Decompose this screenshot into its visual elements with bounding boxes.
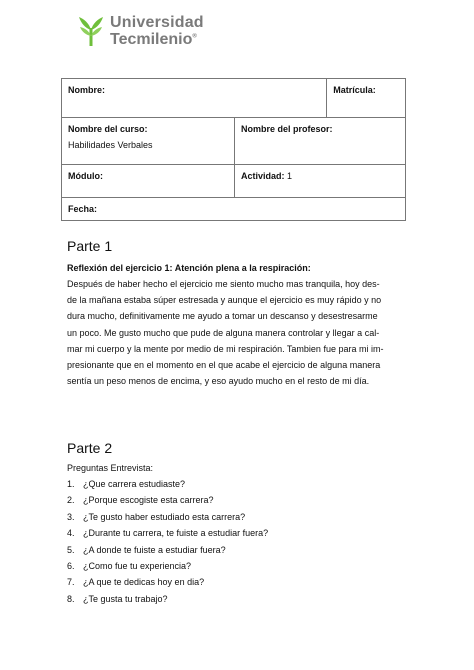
nombre-cell [62, 79, 327, 118]
logo-line1: Universidad [110, 13, 204, 31]
modulo-cell [62, 165, 235, 198]
list-item: 8. ¿Te gusta tu trabajo? [67, 593, 168, 604]
leaf-icon [78, 16, 104, 46]
profesor-label: Nombre del profesor: [241, 124, 333, 134]
university-logo [78, 14, 204, 48]
student-info-table [61, 78, 406, 221]
logo-line2: Tecmilenio [110, 30, 193, 48]
questions-list [67, 476, 407, 607]
list-item: 3. ¿Te gusto haber estudiado esta carrera? [67, 511, 246, 522]
matricula-label: Matrícula: [333, 85, 376, 95]
curso-cell [62, 118, 235, 165]
nombre-label: Nombre: [68, 85, 106, 95]
list-item: 5. ¿A donde te fuiste a estudiar fuera? [67, 544, 226, 555]
parte1-heading: Parte 1 [67, 238, 113, 254]
curso-value: Habilidades Verbales [68, 140, 153, 150]
actividad-cell [235, 165, 406, 198]
modulo-label: Módulo: [68, 171, 103, 181]
paragraph-line: un poco. Me gusto mucho que pude de alguna manera controlar y llegar a cal- [67, 327, 380, 338]
list-item: 1. ¿Que carrera estudiaste? [67, 479, 186, 489]
matricula-cell [327, 79, 406, 118]
list-item: 2. ¿Porque escogiste esta carrera? [67, 495, 214, 506]
actividad-value: 1 [284, 171, 293, 181]
parte2-heading: Parte 2 [67, 440, 113, 456]
list-item: 4. ¿Durante tu carrera, te fuiste a estudiar fuera? [67, 528, 269, 539]
parte2-intro: Preguntas Entrevista: [67, 463, 154, 473]
paragraph-line: Después de haber hecho el ejercicio me siento mucho mas tranquila, hoy des- [67, 279, 380, 289]
fecha-cell [62, 198, 406, 221]
paragraph-line: dura mucho, definitivamente me ayudo a tomar un descanso y desestresarme [67, 311, 378, 322]
registered-mark: ® [192, 33, 197, 40]
parte1-paragraph [67, 276, 407, 389]
paragraph-line: mar mi cuerpo y la mente por medio de mi respiración. Tambien fue para mi im- [67, 343, 384, 354]
list-item: 6. ¿Como fue tu experiencia? [67, 560, 192, 571]
paragraph-line: presionante que en el momento en el que acabe el ejercicio de alguna manera [67, 360, 381, 371]
actividad-label: Actividad: [241, 171, 285, 181]
paragraph-line: sentía un peso menos de encima, y eso ayudo mucho en el resto de mi día. [67, 376, 370, 387]
fecha-label: Fecha: [68, 204, 98, 214]
paragraph-line: de la mañana estaba súper estresada y aunque el ejercicio es muy rápido y no [67, 295, 382, 306]
profesor-cell [235, 118, 406, 165]
parte1-subheading: Reflexión del ejercicio 1: Atención plena a la respiración: [67, 263, 311, 273]
list-item: 7. ¿A que te dedicas hoy en dia? [67, 577, 205, 588]
curso-label: Nombre del curso: [68, 124, 148, 134]
